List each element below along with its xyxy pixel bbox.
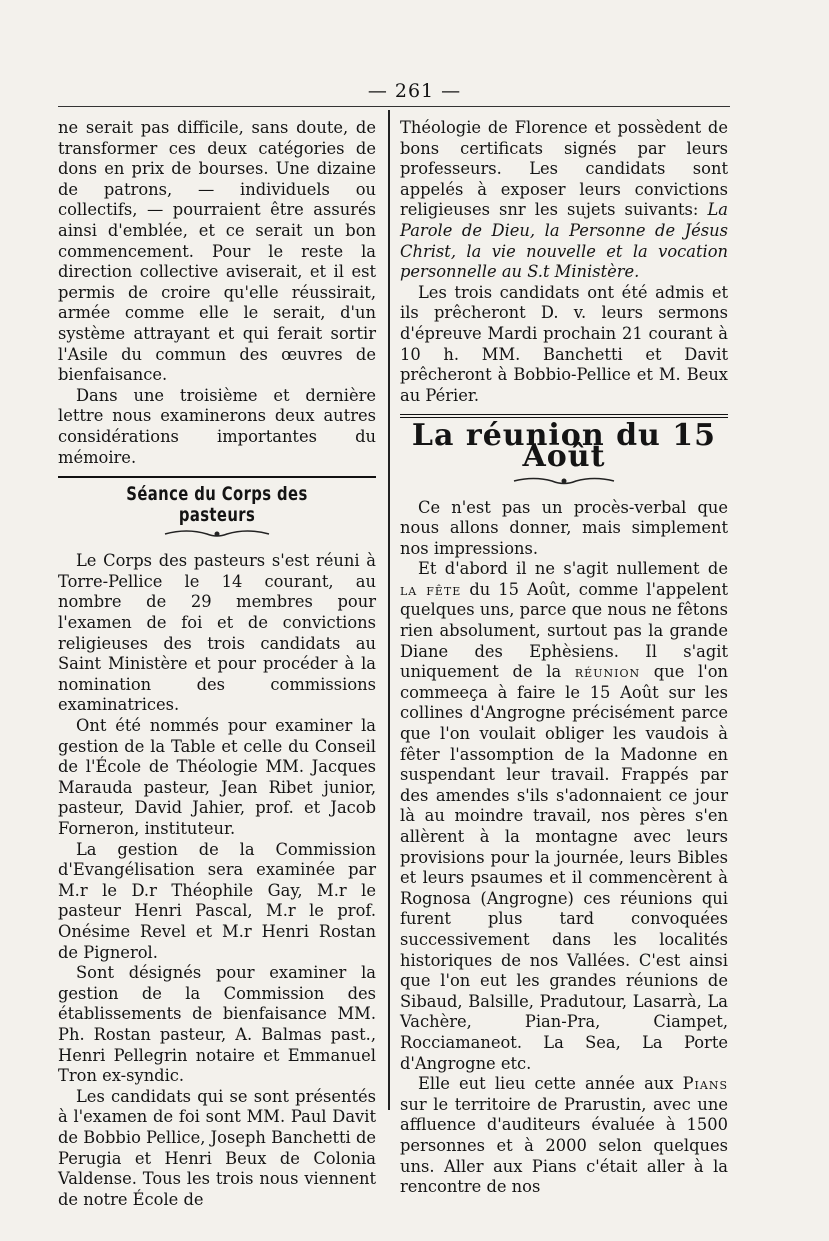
left-section-paragraph-1: Le Corps des pasteurs s'est réuni à Torre-Pellice le 14 courant, au nombre de 29 membres pour l'examen de foi et de convictions religieuses des trois candidats au Saint Ministère et pour procéder à la nomination des commissions examinatrices. xyxy=(58,551,376,715)
page-number: — 261 — xyxy=(367,80,462,102)
left-section-paragraph-4: Sont désignés pour examiner la gestion de la Commission des établissements de bienfaisance MM. Ph. Rostan pasteur, A. Balmas past., Henri Pellegrin notaire et Emmanuel Tron ex-syndic. xyxy=(58,963,376,1086)
right-section-paragraph-3 xyxy=(400,1074,728,1198)
smallcaps-pians: Pians xyxy=(682,1074,728,1094)
right-section-paragraph-2 xyxy=(400,559,728,1074)
left-paragraph-1: ne serait pas difficile, sans doute, de transformer ces deux catégories de dons en prix de bourses. Une dizaine de patrons, — individuels ou collectifs, — pourraient être assurés ainsi d'emblée, et ce serait un bon commencement. Pour le reste la direction collective aviserait, et il est permis de croire qu'elle réussirait, armée comme elle le serait, d'un système attrayant et qui ferait sortir l'Asile du commun des œuvres de bienfaisance. xyxy=(58,118,376,385)
left-section-paragraph-5: Les candidats qui se sont présentés à l'examen de foi sont MM. Paul Davit de Bobbio Pellice, Joseph Banchetti de Perugia et Henri Beux de Colonia Valdense. Tous les trois nous viennent de notre École de xyxy=(58,1086,376,1209)
ornament-divider-icon xyxy=(157,527,277,541)
section-title-reunion: La réunion du 15 Août xyxy=(411,418,717,474)
left-paragraph-2: Dans une troisième et dernière lettre nous examinerons deux autres considérations importantes du mémoire. xyxy=(58,385,376,467)
column-divider xyxy=(388,110,390,1110)
ornament-divider-icon xyxy=(504,474,624,488)
right-column xyxy=(400,118,728,1198)
right-section-paragraph-3-b: sur le territoire de Prarustin, avec une affluence d'auditeurs évaluée à 1500 personnes et à 2000 selon quelques uns. Aller aux Pians c'était aller à la rencontre de nos xyxy=(400,1094,728,1197)
right-section-paragraph-2-c: que l'on commeeça à faire le 15 Août sur les collines d'Angrogne précisément parce que l'on voulait obliger les vaudois à fêter l'assomption de la Madonne en suspendant leur travail. Frappés par des amendes s'ils s'adonnaient ce jour là au moindre travail, nos pères s'en allèrent à la montagne avec leurs provisions pour la journée, leurs Bibles et leurs psaumes et il commencèrent à Rognosa (Angrogne) ces réunions qui furent plus tard convoquées successivement dans les localités historiques de nos Vallées. C'est ainsi que l'on eut les grandes réunions de Sibaud, Balsille, Pradutour, Lasarrà, La Vachère, Pian-Pra, Ciampet, Rocciamaneot. La Sea, La Porte d'Angrogne etc. xyxy=(400,662,728,1073)
right-section-paragraph-2-a: Et d'abord il ne s'agit nullement de xyxy=(418,559,728,579)
right-section-paragraph-3-a: Elle eut lieu cette année aux xyxy=(418,1074,683,1094)
left-column xyxy=(58,118,376,1210)
right-paragraph-1-italic: La Parole de Dieu, la Personne de Jésus Christ, la vie nouvelle et la vocation personnelle au S.t Ministère. xyxy=(400,200,728,282)
header-rule xyxy=(58,106,730,107)
right-section-paragraph-2-b: du 15 Août, comme l'appelent quelques uns, parce que nous ne fêtons rien absolument, surtout pas la grande Diane des Ephèsiens. Il s'agit uniquement de la xyxy=(400,579,728,682)
right-paragraph-2: Les trois candidats ont été admis et ils prêcheront D. v. leurs sermons d'épreuve Mardi prochain 21 courant à 10 h. MM. Banchetti et Davit prêcheront à Bobbio-Pellice et M. Beux au Périer. xyxy=(400,282,728,405)
section-rule xyxy=(58,476,376,478)
right-paragraph-1-text: Théologie de Florence et possèdent de bons certificats signés par leurs professeurs. Les candidats sont appelés à exposer leurs convictions religieuses snr les sujets suivants: xyxy=(400,118,728,220)
left-section-paragraph-3: La gestion de la Commission d'Evangélisation sera examinée par M.r le D.r Théophile Gay, M.r le pasteur Henri Pascal, M.r le prof. Onésime Revel et M.r Henri Rostan de Pignerol. xyxy=(58,839,376,962)
section-title-corps-pasteurs: Séance du Corps des pasteurs xyxy=(126,483,308,526)
smallcaps-la-fete: la fête xyxy=(400,579,462,599)
right-paragraph-1 xyxy=(400,118,728,283)
left-section-paragraph-2: Ont été nommés pour examiner la gestion de la Table et celle du Conseil de l'École de Théologie MM. Jacques Marauda pasteur, Jean Ribet junior, pasteur, David Jahier, prof. et Jacob Forneron, instituteur. xyxy=(58,716,376,838)
smallcaps-reunion: réunion xyxy=(574,662,641,682)
right-section-paragraph-1: Ce n'est pas un procès-verbal que nous allons donner, mais simplement nos impressions. xyxy=(400,497,728,558)
